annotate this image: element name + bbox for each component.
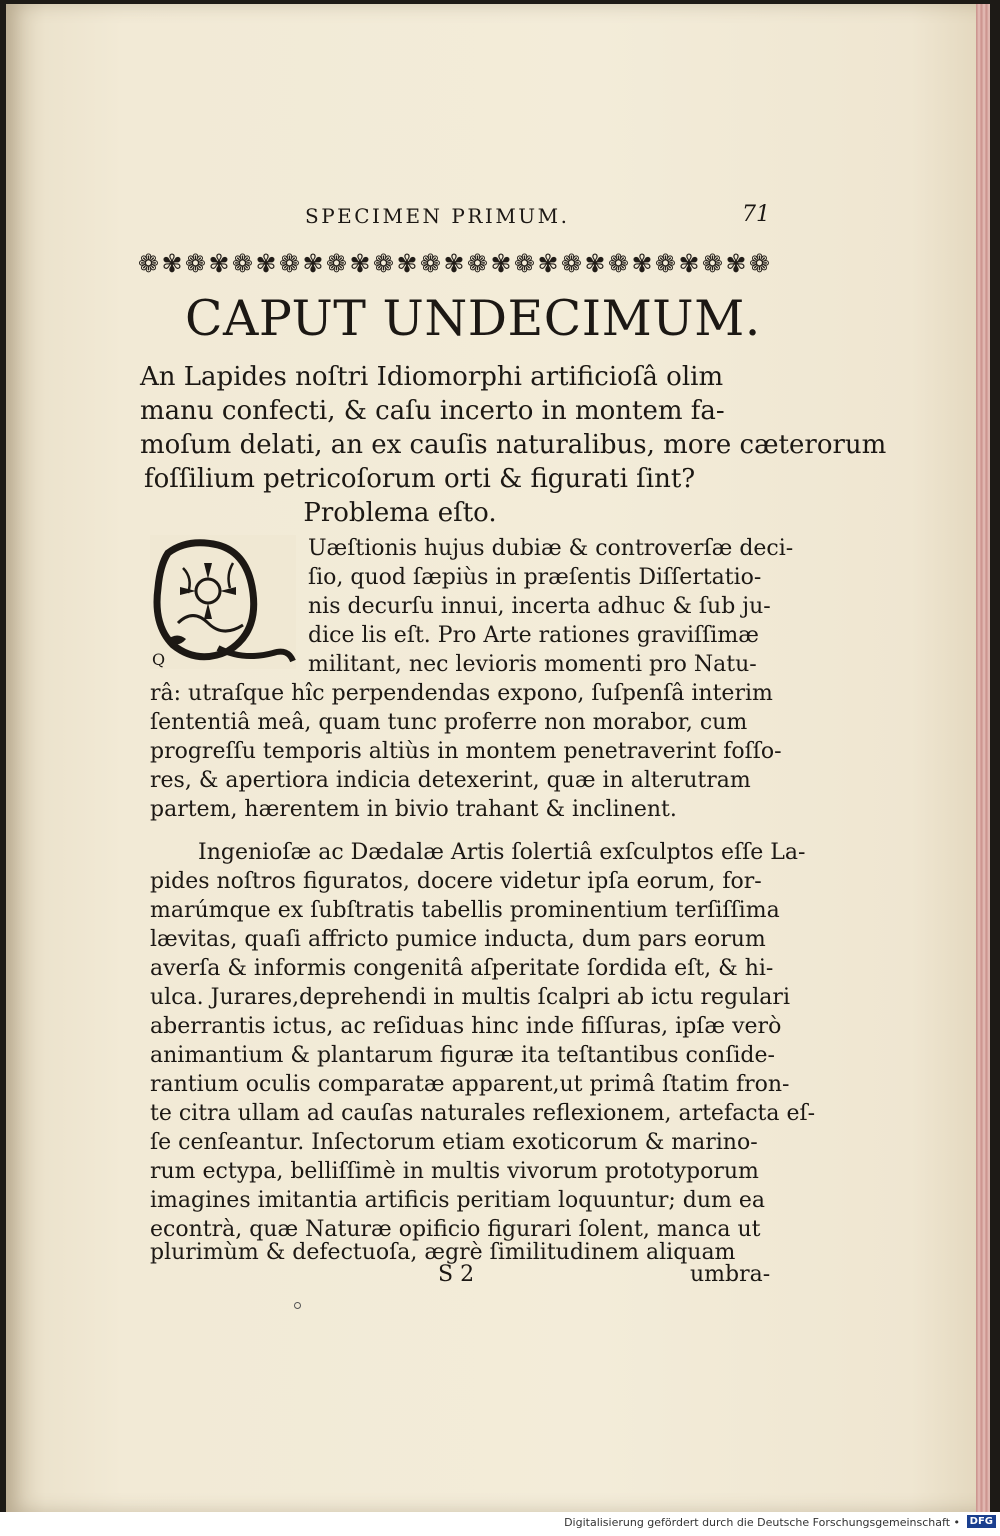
- text-line: imagines imitantia artificis peritiam loquuntur; dum ea: [150, 1188, 766, 1213]
- subtitle-line: An Lapides noſtri Idiomorphi artificioſâ olim: [140, 362, 724, 392]
- ornament-flower-icon: ❁: [373, 251, 394, 278]
- running-head: SPECIMEN PRIMUM.: [305, 204, 570, 228]
- ornament-flower-icon: ✾: [490, 251, 512, 278]
- ornament-flower-icon: ✾: [255, 251, 277, 278]
- ornament-band: [138, 248, 770, 280]
- ornament-flower-icon: ❁: [279, 251, 300, 278]
- page-edge: [976, 4, 990, 1512]
- ornament-flower-icon: ❁: [185, 251, 206, 278]
- text-line: ſe cenſeantur. Inſectorum etiam exoticorum & marino-: [150, 1130, 758, 1155]
- text-line: marúmque ex ſubſtratis tabellis prominentium terſiſſima: [150, 898, 780, 923]
- text-line: dice lis eſt. Pro Arte rationes graviſſimæ: [308, 623, 759, 648]
- text-line: ulca. Jurares,deprehendi in multis ſcalpri ab ictu regulari: [150, 985, 790, 1010]
- ornament-flower-icon: ❁: [514, 251, 535, 278]
- ornament-flower-icon: ✾: [537, 251, 559, 278]
- text-line: lævitas, quaſi affricto pumice inducta, dum pars eorum: [150, 927, 766, 952]
- ornament-flower-icon: ❁: [467, 251, 488, 278]
- text-line: râ: utraſque hîc perpendendas expono, ſuſpenſâ interim: [150, 681, 773, 706]
- text-line: te citra ullam ad cauſas naturales reflexionem, artefacta eſ-: [150, 1101, 816, 1126]
- text-line: plurimùm & defectuoſa, ægrè ſimilitudinem aliquam: [150, 1240, 736, 1265]
- ornament-flower-icon: ❁: [326, 251, 347, 278]
- text-line: ſententiâ meâ, quam tunc proferre non morabor, cum: [150, 710, 748, 735]
- text-line: militant, nec levioris momenti pro Natu-: [308, 652, 757, 677]
- running-header: [305, 204, 770, 238]
- paper-spot: [294, 1302, 301, 1309]
- text-line: nis decurſu innui, incerta adhuc & ſub ju-: [308, 594, 771, 619]
- ornament-flower-icon: ✾: [678, 251, 700, 278]
- ornament-flower-icon: ✾: [161, 251, 183, 278]
- ornament-flower-icon: ❁: [420, 251, 441, 278]
- catchword: umbra-: [690, 1262, 771, 1287]
- floral-initial-icon: [148, 533, 298, 671]
- ornament-flower-icon: ❁: [655, 251, 676, 278]
- chapter-title: CAPUT UNDECIMUM.: [185, 290, 761, 347]
- dfg-logo-icon: DFG: [967, 1515, 996, 1528]
- credit-text: Digitalisierung gefördert durch die Deutsche Forschungsgemeinschaft •: [564, 1516, 960, 1529]
- ornament-flower-icon: ✾: [396, 251, 418, 278]
- text-line: rum ectypa, belliſſimè in multis vivorum prototyporum: [150, 1159, 759, 1184]
- subtitle-line: moſum delati, an ex cauſis naturalibus, more cæterorum: [140, 430, 887, 460]
- decorated-initial: [148, 533, 298, 671]
- ornament-flower-icon: ✾: [349, 251, 371, 278]
- ornament-flower-icon: ❁: [232, 251, 253, 278]
- text-line: animantium & plantarum figuræ ita teſtantibus conſide-: [150, 1043, 775, 1068]
- ornament-flower-icon: ✾: [725, 251, 747, 278]
- ornament-flower-icon: ❁: [702, 251, 723, 278]
- text-line: ſio, quod ſæpiùs in præſentis Diſſertatio-: [308, 565, 762, 590]
- text-line: res, & apertiora indicia detexerint, quæ in alterutram: [150, 768, 751, 793]
- svg-text:Q: Q: [152, 650, 166, 669]
- text-line: econtrà, quæ Naturæ opificio figurari ſolent, manca ut: [150, 1217, 761, 1242]
- ornament-flower-icon: ❁: [138, 251, 159, 278]
- signature-mark: S 2: [438, 1262, 475, 1287]
- text-line: aberrantis ictus, ac reſiduas hinc inde fiſſuras, ipſæ verò: [150, 1014, 782, 1039]
- ornament-flower-icon: ✾: [631, 251, 653, 278]
- subtitle-line: Problema eſto.: [303, 498, 497, 528]
- text-line: partem, hærentem in bivio trahant & inclinent.: [150, 797, 677, 822]
- chapter-subtitle: [140, 360, 887, 530]
- text-line: progreſſu temporis altiùs in montem penetraverint foſſo-: [150, 739, 782, 764]
- subtitle-line: manu confecti, & caſu incerto in montem fa-: [140, 396, 725, 426]
- ornament-flower-icon: ✾: [584, 251, 606, 278]
- text-line: Ingenioſæ ac Dædalæ Artis ſolertiâ exſculptos eſſe La-: [198, 840, 806, 865]
- ornament-flower-icon: ❁: [561, 251, 582, 278]
- text-line: rantium oculis comparatæ apparent,ut primâ ſtatim fron-: [150, 1072, 790, 1097]
- ornament-flower-icon: ✾: [443, 251, 465, 278]
- text-line: Uæſtionis hujus dubiæ & controverſæ deci-: [308, 536, 794, 561]
- ornament-flower-icon: ✾: [208, 251, 230, 278]
- text-line: averſa & informis congenitâ aſperitate ſordida eſt, & hi-: [150, 956, 774, 981]
- subtitle-line: foſſilium petricoſorum orti & figurati ſint?: [144, 464, 696, 494]
- ornament-flower-icon: ❁: [608, 251, 629, 278]
- ornament-flower-icon: ❁: [749, 251, 770, 278]
- page-number: 71: [742, 202, 770, 227]
- text-line: pides noſtros figuratos, docere videtur ipſa eorum, for-: [150, 869, 762, 894]
- ornament-flower-icon: ✾: [302, 251, 324, 278]
